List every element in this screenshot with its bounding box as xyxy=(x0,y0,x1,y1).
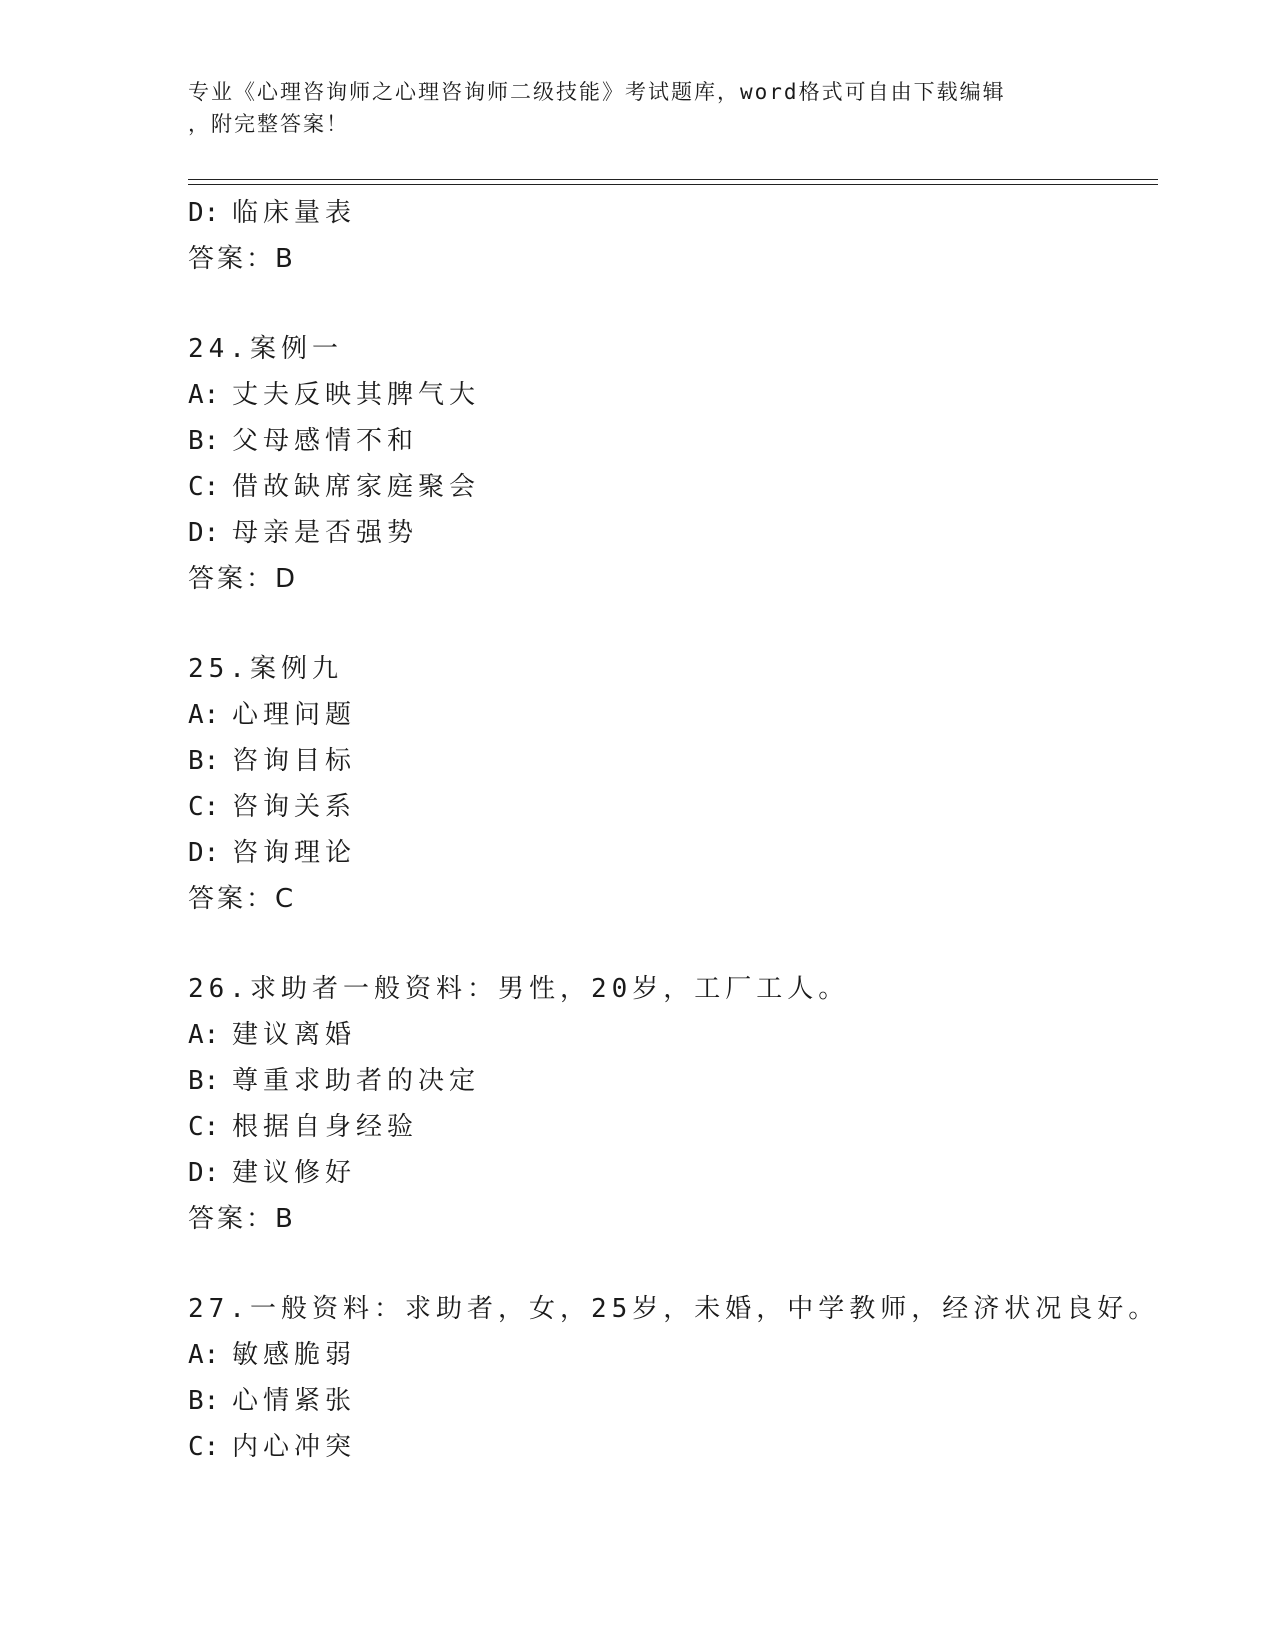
option-key: D: xyxy=(188,198,220,228)
option-b xyxy=(188,1058,1148,1104)
option-key: B: xyxy=(188,1066,220,1096)
option-key: B: xyxy=(188,426,220,456)
question-26 xyxy=(188,966,1148,1242)
option-text: 根据自身经验 xyxy=(232,1112,419,1142)
option-key: B: xyxy=(188,1386,220,1416)
option-text: 内心冲突 xyxy=(232,1432,357,1462)
header-divider-bottom xyxy=(188,184,1158,185)
option-d xyxy=(188,830,1148,876)
option-key: C: xyxy=(188,792,220,822)
question-stem: 25.案例九 xyxy=(188,654,343,684)
option-text: 临床量表 xyxy=(232,198,357,228)
answer-line: 答案：B xyxy=(188,1204,296,1234)
option-d xyxy=(188,1150,1148,1196)
option-text: 建议修好 xyxy=(232,1158,357,1188)
option-text: 丈夫反映其脾气大 xyxy=(232,380,481,410)
option-text: 心情紧张 xyxy=(232,1386,357,1416)
prev-question-answer: 答案：B xyxy=(188,244,296,274)
question-stem: 24.案例一 xyxy=(188,334,343,364)
option-text: 借故缺席家庭聚会 xyxy=(232,472,481,502)
question-27 xyxy=(188,1286,1160,1470)
option-c xyxy=(188,1424,1148,1470)
question-stem: 26.求助者一般资料：男性，20岁，工厂工人。 xyxy=(188,974,850,1004)
question-25 xyxy=(188,646,1148,922)
option-c xyxy=(188,1104,1148,1150)
option-a xyxy=(188,372,1148,418)
option-text: 父母感情不和 xyxy=(232,426,419,456)
answer-line: 答案：C xyxy=(188,884,297,914)
option-d xyxy=(188,510,1148,556)
option-key: B: xyxy=(188,746,220,776)
answer-line: 答案：D xyxy=(188,564,299,594)
option-text: 心理问题 xyxy=(232,700,357,730)
option-c xyxy=(188,464,1148,510)
option-a xyxy=(188,1332,1148,1378)
option-key: A: xyxy=(188,1020,220,1050)
option-key: A: xyxy=(188,380,220,410)
question-list xyxy=(188,190,1160,1470)
option-text: 咨询理论 xyxy=(232,838,357,868)
header-line-2: ，附完整答案！ xyxy=(188,112,349,136)
option-c xyxy=(188,784,1148,830)
option-key: C: xyxy=(188,1112,220,1142)
option-text: 咨询关系 xyxy=(232,792,357,822)
option-key: C: xyxy=(188,472,220,502)
option-b xyxy=(188,418,1148,464)
document-header xyxy=(188,76,1088,140)
option-text: 母亲是否强势 xyxy=(232,518,419,548)
prev-question-option-d xyxy=(188,190,1148,236)
option-text: 建议离婚 xyxy=(232,1020,357,1050)
option-text: 咨询目标 xyxy=(232,746,357,776)
option-key: A: xyxy=(188,700,220,730)
option-key: D: xyxy=(188,518,220,548)
option-text: 尊重求助者的决定 xyxy=(232,1066,481,1096)
option-a xyxy=(188,1012,1148,1058)
option-key: D: xyxy=(188,1158,220,1188)
header-line-1: 专业《心理咨询师之心理咨询师二级技能》考试题库，word格式可自由下载编辑 xyxy=(188,80,1006,104)
option-key: D: xyxy=(188,838,220,868)
option-text: 敏感脆弱 xyxy=(232,1340,357,1370)
question-stem: 27.一般资料：求助者，女，25岁，未婚，中学教师，经济状况良好。 xyxy=(188,1294,1160,1324)
header-divider-top xyxy=(188,179,1158,180)
option-key: C: xyxy=(188,1432,220,1462)
question-24 xyxy=(188,326,1148,602)
option-b xyxy=(188,738,1148,784)
option-key: A: xyxy=(188,1340,220,1370)
option-b xyxy=(188,1378,1148,1424)
option-a xyxy=(188,692,1148,738)
